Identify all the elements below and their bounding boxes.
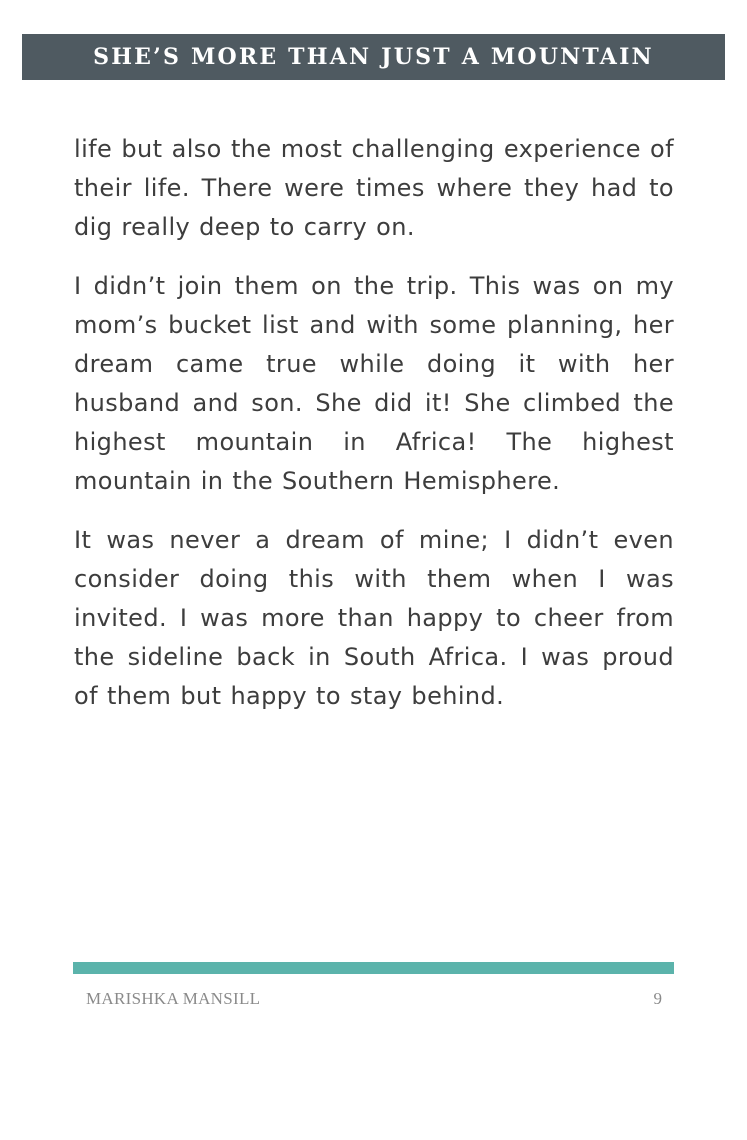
paragraph-1: life but also the most challenging experience of their life. There were times where they had to dig really deep to carry on. (74, 135, 674, 241)
paragraph-2: I didn’t join them on the trip. This was on my mom’s bucket list and with some planning, her dream came true while doing it with her husband and son. She did it! She climbed the highest mountain in Africa! The highest mountain in the Southern Hemisphere. (74, 272, 674, 495)
running-header (22, 34, 725, 80)
page-number: 9 (653, 989, 662, 1008)
paragraph-3: It was never a dream of mine; I didn’t even consider doing this with them when I was invited. I was more than happy to cheer from the sideline back in South Africa. I was proud of them but happy to stay behind. (74, 526, 674, 710)
footer-author: MARISHKA MANSILL (86, 989, 261, 1008)
page-body (74, 130, 674, 736)
footer-divider (73, 962, 674, 974)
chapter-title: SHE’S MORE THAN JUST A MOUNTAIN (93, 44, 654, 70)
